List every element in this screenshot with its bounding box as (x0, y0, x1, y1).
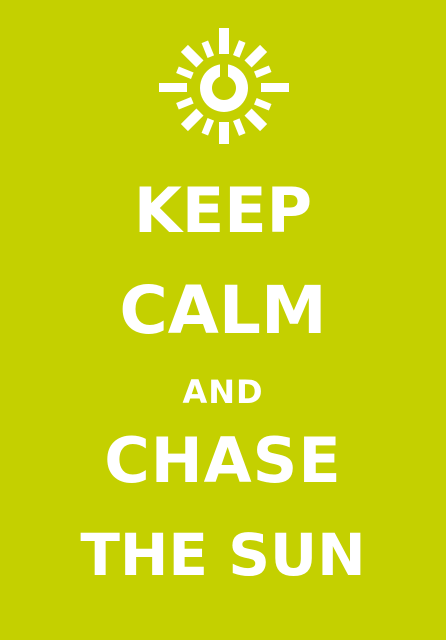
sun-icon (153, 26, 295, 146)
headline-chase: CHASE (104, 424, 342, 497)
headline-and: AND (182, 373, 264, 411)
headline-the-sun: THE SUN (80, 521, 366, 589)
headline-calm: CALM (119, 272, 327, 349)
headline-keep: KEEP (133, 174, 313, 247)
